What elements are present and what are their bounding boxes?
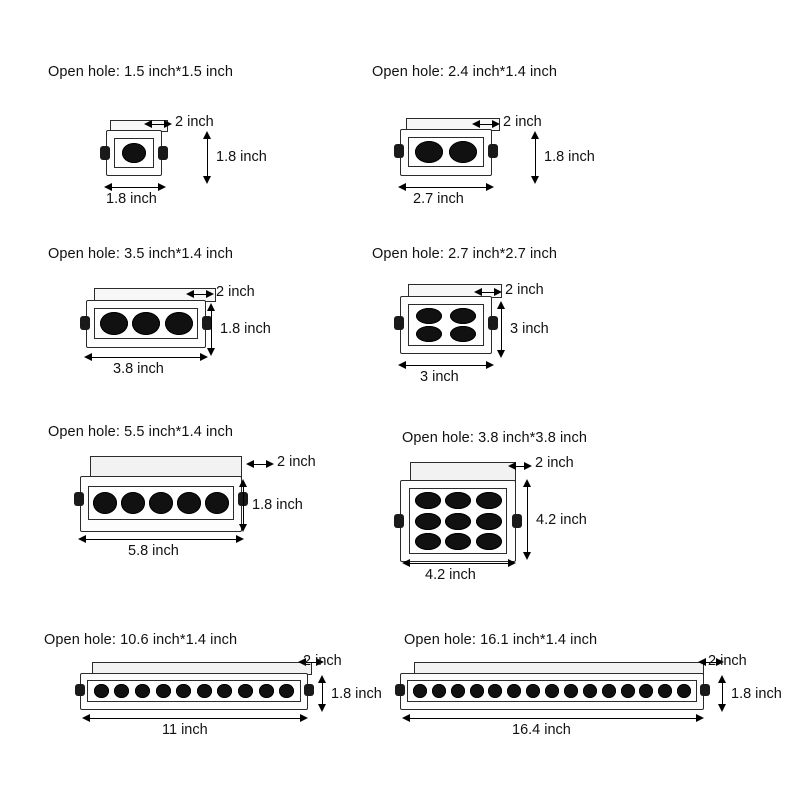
height-arrow-line (527, 482, 528, 558)
width-arrow-head-right (300, 714, 308, 722)
fixture-clip-left (394, 144, 404, 158)
light-hole (476, 533, 502, 550)
fixture-clip-left (80, 316, 90, 330)
height-arrow-head-up (203, 131, 211, 139)
height-arrow-head-down (203, 176, 211, 184)
fixture-drawing (400, 118, 500, 176)
depth-arrow-head-left (474, 288, 482, 296)
fixture-caption: Open hole: 16.1 inch*1.4 inch (404, 632, 598, 648)
height-arrow-head-up (497, 301, 505, 309)
depth-label: 2 inch (216, 284, 255, 300)
width-label: 3 inch (420, 369, 459, 385)
depth-arrow-head-left (508, 462, 516, 470)
depth-label: 2 inch (303, 653, 342, 669)
height-arrow-head-up (523, 479, 531, 487)
fixture-clip-left (395, 684, 405, 696)
width-arrow-line (400, 187, 492, 188)
fixture-caption: Open hole: 5.5 inch*1.4 inch (48, 424, 233, 440)
depth-arrow-head-right (206, 290, 214, 298)
light-hole (217, 684, 232, 698)
width-arrow-line (404, 563, 514, 564)
fixture-clip-right (158, 146, 168, 160)
fixture-drawing (106, 120, 168, 176)
light-hole (132, 312, 160, 335)
light-hole (677, 684, 691, 698)
width-arrow-head-left (104, 183, 112, 191)
light-hole (413, 684, 427, 698)
depth-arrow-head-right (524, 462, 532, 470)
fixture-drawing (400, 284, 506, 354)
light-hole (197, 684, 212, 698)
light-hole (445, 533, 471, 550)
light-hole (476, 492, 502, 509)
light-hole (526, 684, 540, 698)
depth-label: 2 inch (175, 114, 214, 130)
width-label: 16.4 inch (512, 722, 571, 738)
height-label: 1.8 inch (220, 321, 271, 337)
light-hole (415, 513, 441, 530)
light-hole (470, 684, 484, 698)
fixture-clip-right (512, 514, 522, 528)
light-hole (114, 684, 129, 698)
width-arrow-head-left (402, 559, 410, 567)
light-hole (507, 684, 521, 698)
width-arrow-head-left (398, 183, 406, 191)
height-arrow-head-up (239, 479, 247, 487)
height-arrow-head-down (497, 350, 505, 358)
width-arrow-head-right (158, 183, 166, 191)
width-arrow-head-left (402, 714, 410, 722)
light-hole (476, 513, 502, 530)
width-arrow-head-left (82, 714, 90, 722)
light-hole (564, 684, 578, 698)
height-label: 1.8 inch (216, 149, 267, 165)
light-hole (583, 684, 597, 698)
depth-label: 2 inch (505, 282, 544, 298)
width-arrow-head-right (486, 361, 494, 369)
fixture-inner-frame (87, 680, 301, 702)
fixture-drawing (400, 662, 716, 710)
light-hole (488, 684, 502, 698)
depth-arrow-head-left (144, 120, 152, 128)
width-arrow-head-right (486, 183, 494, 191)
width-arrow-line (86, 357, 206, 358)
light-hole (122, 143, 146, 163)
fixture-clip-left (75, 684, 85, 696)
height-arrow-line (243, 482, 244, 530)
height-arrow-line (501, 304, 502, 356)
height-arrow-head-up (318, 675, 326, 683)
light-hole (177, 492, 201, 514)
width-label: 2.7 inch (413, 191, 464, 207)
fixture-clip-left (394, 514, 404, 528)
width-arrow-head-right (696, 714, 704, 722)
fixture-clip-right (488, 316, 498, 330)
light-hole (639, 684, 653, 698)
fixture-clip-left (100, 146, 110, 160)
height-arrow-line (207, 134, 208, 182)
width-arrow-head-right (236, 535, 244, 543)
fixture-inner-frame (88, 486, 234, 520)
depth-arrow-head-left (698, 658, 706, 666)
light-hole (432, 684, 446, 698)
depth-arrow-head-left (246, 460, 254, 468)
depth-arrow-head-left (472, 120, 480, 128)
light-hole (156, 684, 171, 698)
light-hole (121, 492, 145, 514)
fixture-clip-right (488, 144, 498, 158)
height-label: 3 inch (510, 321, 549, 337)
height-arrow-head-down (531, 176, 539, 184)
height-label: 1.8 inch (544, 149, 595, 165)
width-arrow-head-left (398, 361, 406, 369)
light-hole (416, 326, 442, 342)
fixture-caption: Open hole: 3.8 inch*3.8 inch (402, 430, 587, 446)
light-hole (165, 312, 193, 335)
depth-label: 2 inch (708, 653, 747, 669)
fixture-clip-right (700, 684, 710, 696)
width-arrow-head-left (78, 535, 86, 543)
depth-arrow-head-right (494, 288, 502, 296)
light-hole (602, 684, 616, 698)
light-hole (279, 684, 294, 698)
light-hole (259, 684, 274, 698)
height-arrow-head-up (718, 675, 726, 683)
light-hole (451, 684, 465, 698)
fixture-caption: Open hole: 2.4 inch*1.4 inch (372, 64, 557, 80)
light-hole (445, 492, 471, 509)
width-label: 4.2 inch (425, 567, 476, 583)
height-arrow-head-down (318, 704, 326, 712)
fixture-drawing (80, 456, 250, 532)
depth-arrow-head-right (164, 120, 172, 128)
light-hole (415, 492, 441, 509)
width-arrow-head-right (200, 353, 208, 361)
light-hole (449, 141, 477, 163)
height-arrow-head-up (531, 131, 539, 139)
width-label: 3.8 inch (113, 361, 164, 377)
width-arrow-head-left (84, 353, 92, 361)
depth-arrow-head-right (266, 460, 274, 468)
fixture-drawing (86, 288, 216, 348)
width-label: 11 inch (162, 722, 208, 738)
height-label: 1.8 inch (252, 497, 303, 513)
light-hole (450, 326, 476, 342)
light-hole (135, 684, 150, 698)
light-hole (149, 492, 173, 514)
light-hole (205, 492, 229, 514)
fixture-caption: Open hole: 3.5 inch*1.4 inch (48, 246, 233, 262)
width-arrow-line (400, 365, 492, 366)
light-hole (416, 308, 442, 324)
light-hole (415, 141, 443, 163)
light-hole (415, 533, 441, 550)
width-arrow-line (106, 187, 164, 188)
fixture-clip-right (304, 684, 314, 696)
fixture-inner-frame (408, 304, 484, 346)
fixture-top-lip (410, 462, 516, 482)
fixture-caption: Open hole: 2.7 inch*2.7 inch (372, 246, 557, 262)
fixture-clip-left (74, 492, 84, 506)
height-arrow-head-down (207, 348, 215, 356)
height-arrow-head-down (523, 552, 531, 560)
fixture-drawing (400, 462, 530, 562)
fixture-inner-frame (408, 137, 484, 167)
height-arrow-head-down (239, 524, 247, 532)
depth-arrow-head-left (186, 290, 194, 298)
depth-label: 2 inch (503, 114, 542, 130)
light-hole (545, 684, 559, 698)
height-arrow-head-down (718, 704, 726, 712)
width-arrow-head-right (508, 559, 516, 567)
light-hole (450, 308, 476, 324)
width-label: 5.8 inch (128, 543, 179, 559)
light-hole (93, 492, 117, 514)
light-hole (658, 684, 672, 698)
height-arrow-line (211, 306, 212, 354)
depth-label: 2 inch (535, 455, 574, 471)
width-arrow-line (404, 718, 702, 719)
light-hole (94, 684, 109, 698)
fixture-top-lip (90, 456, 242, 478)
fixture-caption: Open hole: 1.5 inch*1.5 inch (48, 64, 233, 80)
fixture-inner-frame (94, 308, 198, 339)
height-label: 1.8 inch (731, 686, 782, 702)
width-arrow-line (80, 539, 242, 540)
light-hole (445, 513, 471, 530)
fixture-inner-frame (409, 488, 507, 554)
light-hole (100, 312, 128, 335)
height-arrow-head-up (207, 303, 215, 311)
fixture-caption: Open hole: 10.6 inch*1.4 inch (44, 632, 238, 648)
height-label: 1.8 inch (331, 686, 382, 702)
light-hole (621, 684, 635, 698)
fixture-drawing (80, 662, 320, 710)
depth-label: 2 inch (277, 454, 316, 470)
height-label: 4.2 inch (536, 512, 587, 528)
fixture-inner-frame (114, 138, 154, 168)
width-arrow-line (84, 718, 306, 719)
height-arrow-line (535, 134, 536, 182)
fixture-inner-frame (407, 680, 697, 702)
fixture-clip-left (394, 316, 404, 330)
light-hole (238, 684, 253, 698)
light-hole (176, 684, 191, 698)
depth-arrow-head-right (492, 120, 500, 128)
width-label: 1.8 inch (106, 191, 157, 207)
